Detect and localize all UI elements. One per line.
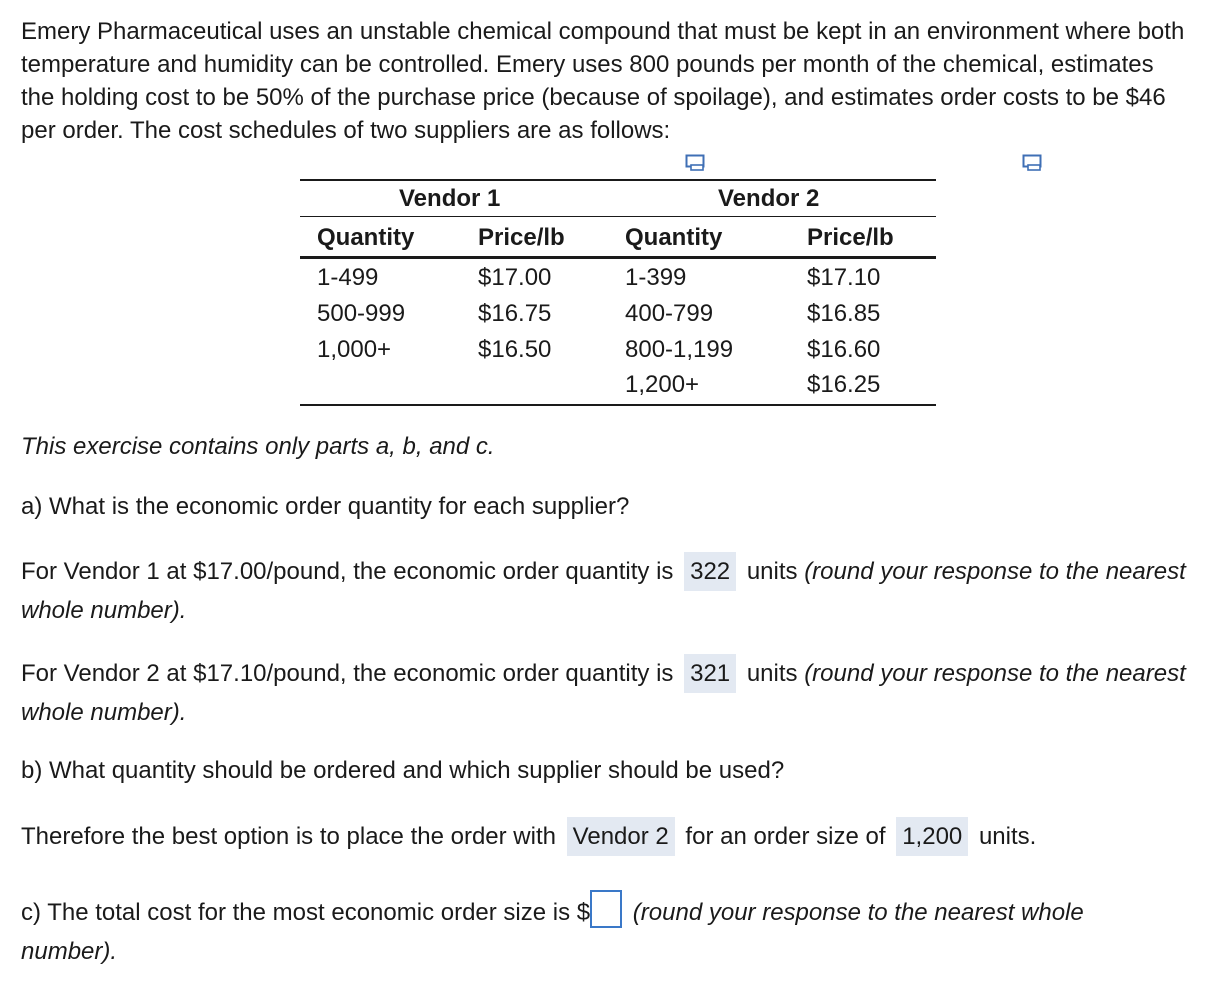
copy-data-icon[interactable] [1022,154,1044,172]
vendor2-qty-cell: 1,200+ [625,371,700,398]
vendor1-price-cell: $16.75 [478,300,552,327]
problem-statement [21,15,1191,147]
part-b-suffix: units. [978,823,1037,850]
vendor2-price-cell: $17.10 [807,264,881,291]
part-a-vendor2-answer-line [21,654,1201,732]
part-b-prefix: Therefore the best option is to place the order with [21,823,556,850]
vendor2-qty-cell: 1-399 [625,264,687,291]
part-a-v1-hint: (round your response to the nearest whole number). [21,558,1186,624]
vendor1-qty-cell: 1-499 [317,264,379,291]
part-a-vendor1-answer-line [21,552,1201,630]
vendor2-quantity-header: Quantity [625,224,723,251]
vendor-cost-table [300,179,936,406]
part-c-hint: (round your response to the nearest whole number). [21,899,1084,965]
vendor1-quantity-header: Quantity [317,224,415,251]
part-c-prefix: c) The total cost for the most economic order size is $ [21,899,591,926]
vendor1-price-header: Price/lb [478,224,565,251]
vendor2-price-header: Price/lb [807,224,894,251]
part-a-v2-hint: (round your response to the nearest whole number). [21,660,1186,726]
part-a-v2-units: units [746,660,798,687]
part-b-middle: for an order size of [685,823,886,850]
copy-table-icon[interactable] [685,154,707,172]
vendor1-title: Vendor 1 [399,185,501,212]
part-c-line [21,890,1121,971]
part-b-answer-line [21,817,1201,856]
vendor2-eoq-answer[interactable]: 321 [684,654,736,693]
vendor2-price-cell: $16.60 [807,336,881,363]
vendor2-price-cell: $16.85 [807,300,881,327]
vendor1-price-cell: $17.00 [478,264,552,291]
vendor2-price-cell: $16.25 [807,371,881,398]
exercise-note: This exercise contains only parts a, b, and c. [21,433,495,460]
part-b-question: b) What quantity should be ordered and which supplier should be used? [21,757,785,784]
total-cost-input[interactable] [590,890,622,928]
vendor1-eoq-answer[interactable]: 322 [684,552,736,591]
part-a-question: a) What is the economic order quantity for each supplier? [21,493,630,520]
part-a-v1-units: units [746,558,798,585]
vendor1-qty-cell: 500-999 [317,300,406,327]
vendor2-qty-cell: 800-1,199 [625,336,734,363]
problem-intro-text: Emery Pharmaceutical uses an unstable chemical compound that must be kept in an environment where both temperature and humidity can be controlled. Emery uses 800 pounds per month of the chemical, estimates the holding cost to be 50% of the purchase price (because of spoilage), and estimates order costs to be $46 per order. The cost schedules of two suppliers are as follows: [21,18,1185,144]
order-size-answer[interactable]: 1,200 [896,817,968,856]
vendor1-price-cell: $16.50 [478,336,552,363]
vendor1-qty-cell: 1,000+ [317,336,392,363]
part-a-v1-prefix: For Vendor 1 at $17.00/pound, the economic order quantity is [21,558,674,585]
part-a-v2-prefix: For Vendor 2 at $17.10/pound, the economic order quantity is [21,660,674,687]
best-vendor-answer[interactable]: Vendor 2 [567,817,675,856]
vendor2-qty-cell: 400-799 [625,300,714,327]
vendor2-title: Vendor 2 [718,185,820,212]
